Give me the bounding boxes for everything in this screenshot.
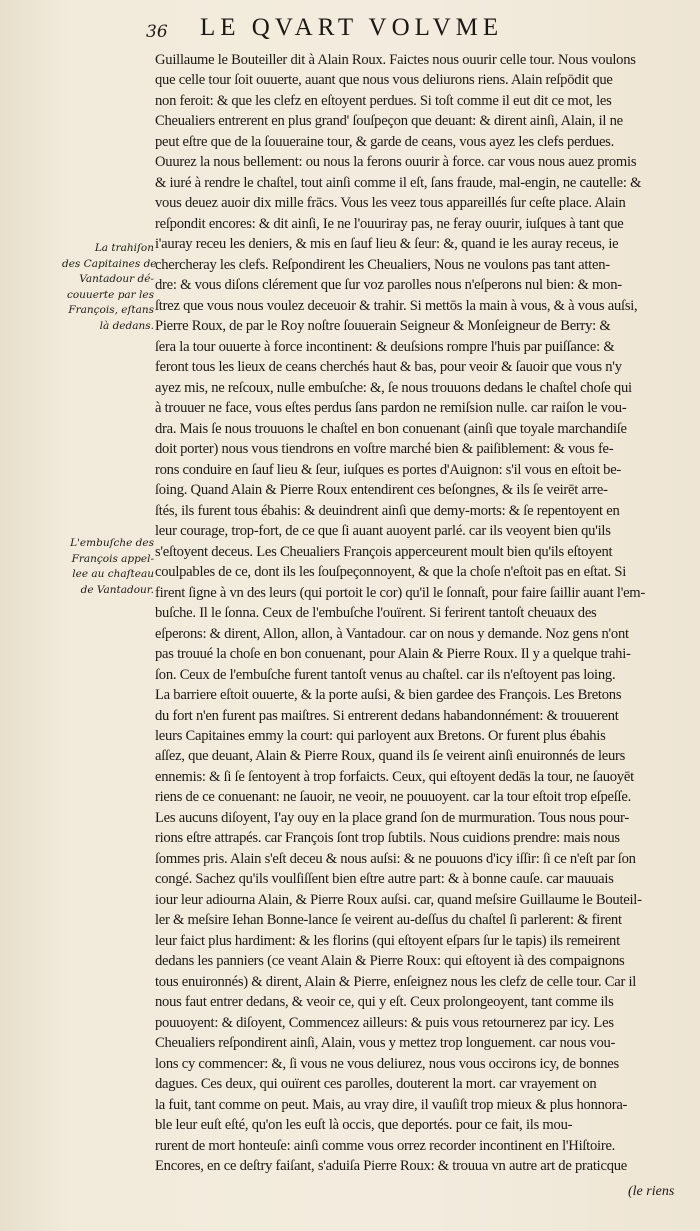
text-line: Pierre Roux, de par le Roy noſtre ſouuerain Seigneur & Monſeigneur de Berry: &: [155, 318, 611, 335]
text-line: chercheray les clefs. Reſpondirent les Cheualiers, Nous ne voulons pas tant atten-: [155, 256, 610, 273]
text-line: ſera la tour ouuerte à force incontinent: & deuſsions rompre l'huis par puiſſance: &: [155, 338, 615, 355]
text-line: ſtrez que vous nous voulez deceuoir & trahir. Si mettōs la main à vous, & à vous auſsi,: [155, 297, 638, 314]
text-line: leur courage, trop-fort, de ce que ſi auant auoyent parlé. car ils veoyent bien qu'ils: [155, 523, 611, 540]
margin-note-line: des Capitaines de: [62, 257, 157, 270]
page-number: 36: [146, 22, 168, 42]
text-line: Cheualiers entrerent en plus grand' ſouſpeçon que deuant: & dirent ainſi, Alain, il ne: [155, 113, 623, 130]
text-line: s'eſtoyent deceus. Les Cheualiers François apperceurent moult bien qu'ils eſtoyent: [155, 543, 613, 560]
text-line: feront tous les lieux de ceans cherchés haut & bas, pour veoir & ſauoir que vous n'y: [155, 359, 622, 376]
text-line: du fort n'en furent pas maiſtres. Si entrerent dedans habandonnément: & trouuerent: [155, 707, 619, 724]
text-line: ſon. Ceux de l'embuſche furent tantoſt venus au chaſtel. car ils n'eſtoyent pas loing.: [155, 666, 616, 683]
margin-note-line: François appel-: [71, 552, 154, 565]
text-line: firent ſigne à vn des leurs (qui portoit le cor) qu'il le ſonnaſt, pour faire ſaillir auant l'em-: [155, 584, 646, 601]
text-line: buſche. Il le ſonna. Ceux de l'embuſche l'ouïrent. Si ferirent tantoſt cheuaux des: [155, 605, 597, 622]
text-line: peut eſtre que de la ſouueraine tour, & garde de ceans, vous ayez les clefs perdues.: [155, 133, 614, 150]
text-line: congé. Sachez qu'ils voulſiſſent bien eſtre autre part: & à bonne cauſe. car mauuais: [155, 871, 614, 888]
text-line: Ouurez la nous bellement: ou nous la ferons ouurir à force. car vous nous auez promis: [155, 154, 637, 171]
text-line: que celle tour ſoit ouuerte, auant que nous vous deliurons riens. Alain reſpōdit que: [155, 72, 613, 89]
text-line: pouuoyent: & diſoyent, Commencez ailleurs: & puis vous retournerez par icy. Les: [155, 1014, 614, 1031]
text-line: i'auray receu les deniers, & mis en ſauf lieu & ſeur: &, quand ie les auray receus, ie: [155, 236, 619, 253]
text-line: la fuit, tant comme on peut. Mais, au vray dire, il vauſiſt trop mieux & plus honnora-: [155, 1096, 628, 1113]
margin-note-line: L'embuſche des: [70, 537, 154, 549]
text-line: ayez mis, ne reſcoux, nulle embuſche: &, ſe nous trouuons dedans le chaſtel choſe qui: [155, 379, 632, 396]
text-line: Cheualiers reſpondirent ainſi, Alain, vous y mettez trop longuement. car nous vou-: [155, 1035, 616, 1052]
margin-note-treason: [62, 241, 157, 334]
text-line: non feroit: & que les clefz en eſtoyent perdues. Si toſt comme il eut dit ce mot, les: [155, 92, 612, 109]
text-line: coulpables de ce, dont ils les ſouſpeçonnoyent, & que la choſe n'eſtoit pas en eſtat. Si: [155, 564, 627, 581]
margin-note-line: François, eſtans: [68, 304, 154, 316]
text-line: Les aucuns diſoyent, I'ay ouy en la place grand ſon de murmuration. Tous nous pour-: [155, 809, 629, 826]
text-line: leur faict plus hardiment: & les florins (qui eſtoyent eſpars ſur le tapis) ils remeirent: [155, 932, 620, 949]
margin-note-line: lee au chaſteau: [72, 568, 154, 580]
margin-note-line: couuerte par les: [66, 288, 154, 301]
text-line: riens de ce conuenant: ne ſauoir, ne veoir, ne pouuoyent. car la tour eſtoit trop eſpeſſe.: [155, 789, 631, 806]
text-line: à trouuer ne face, vous eſtes perdus ſans pardon ne remiſsion nulle. car raiſon le vou-: [155, 400, 627, 417]
text-line: aſſez, que deuant, Alain & Pierre Roux, quand ils ſe veirent ainſi enuironnés de leurs: [155, 748, 626, 765]
text-line: eſperons: & dirent, Allon, allon, à Vantadour. car on nous y demande. Noz gens n'ont: [155, 625, 629, 642]
text-line: ſommes pris. Alain s'eſt deceu & nous auſsi: & ne pouuons d'icy iſſir: ſi ce n'eſt par ſon: [155, 850, 636, 867]
text-line: iour leur adiourna Alain, & Pierre Roux auſsi. car, quand meſsire Guillaume le Bouteil-: [155, 891, 642, 908]
text-line: dagues. Ces deux, qui ouïrent ces parolles, douterent la mort. car vrayement on: [155, 1076, 597, 1093]
catchword: (le riens: [628, 1184, 675, 1199]
text-line: Encores, en ce deſtry faiſant, s'aduiſa Pierre Roux: & trouua vn autre art de praticque: [155, 1158, 628, 1175]
text-line: pas trouué la choſe en bon conuenant, pour Alain & Pierre Roux. Il y a quelque trahi-: [155, 646, 631, 663]
text-line: dre: & vous diſons clérement que ſur voz parolles nous n'eſperons nul bien: & mon-: [155, 277, 622, 294]
text-line: ble leur euſt eſté, qu'on les euſt là occis, que deportés. pour ce fait, ils mou-: [155, 1117, 573, 1134]
text-line: ſoing. Quand Alain & Pierre Roux entendirent ces beſongnes, & ils ſe veirēt arre-: [155, 482, 608, 499]
text-line: ler & meſsire Iehan Bonne-lance ſe veirent au-deſſus du chaſtel ſi parlerent: & firent: [155, 912, 622, 929]
margin-note-line: de Vantadour.: [80, 583, 154, 596]
body-text: [155, 50, 683, 1177]
text-line: nous faut entrer dedans, & veoir ce, qui y eſt. Ceux prolongeoyent, tant comme ils: [155, 994, 614, 1011]
text-line: rons conduire en ſauf lieu & ſeur, iuſques es portes d'Auignon: s'il vous en eſtoit be-: [155, 461, 622, 478]
text-line: & iuré à rendre le chaſtel, tout ainſi comme il eſt, ſans fraude, mal-engin, ne cautelle: &: [155, 174, 642, 191]
text-line: vous deuez auoir dix mille frācs. Vous les veez tous appareillés ſur ceſte place. Alain: [155, 195, 626, 212]
text-line: rions eſtre attrapés. car François ſont trop ſubtils. Nous cuidions prendre: mais nous: [155, 830, 620, 847]
text-line: tous enuironnés) & dirent, Alain & Pierre, enſeignez nous les clefz de celle tour. Car il: [155, 973, 637, 990]
margin-note-ambush: [62, 536, 154, 598]
margin-note-line: Vantadour dé-: [79, 273, 154, 285]
text-line: ſtés, ils furent tous ébahis: & deuindrent ainſi que demy-morts: & ſe repentoyent en: [155, 502, 620, 519]
text-line: dedans les panniers (ce veant Alain & Pierre Roux: qui eſtoyent ià des compaignons: [155, 953, 625, 970]
text-line: ennemis: & ſi ſe ſentoyent à trop forfaicts. Ceux, qui eſtoyent dedās la tour, ne ſauoyēt: [155, 768, 634, 785]
text-line: rurent de mort honteuſe: ainſi comme vous orrez recorder incontinent en l'Hiſtoire.: [155, 1137, 616, 1154]
text-line: reſpondit encores: & dit ainſi, Ie ne l'ouuriray pas, ne feray ouurir, iuſques à tant que: [155, 215, 624, 232]
running-head: LE QVART VOLVME: [200, 14, 504, 41]
text-line: lons cy commencer: &, ſi vous ne vous deliurez, nous vous occirons icy, de bonnes: [155, 1055, 619, 1072]
text-line: La barriere eſtoit ouuerte, & la porte auſsi, & bien gardee des François. Les Bretons: [155, 687, 622, 704]
text-line: Guillaume le Bouteiller dit à Alain Roux. Faictes nous ouurir celle tour. Nous voulons: [155, 52, 636, 68]
text-line: dra. Mais ſe nous trouuons le chaſtel en bon conuenant (ainſi que toyale marchandiſe: [155, 420, 627, 437]
margin-note-line: La trahiſon: [94, 242, 154, 254]
text-line: doit porter) nous vous tiendrons en voſtre marché bien & paiſiblement: & vous fe-: [155, 441, 614, 458]
text-line: leurs Capitaines emmy la court: qui parloyent aux Bretons. Or furent plus ébahis: [155, 727, 606, 744]
margin-note-line: là dedans.: [99, 319, 154, 332]
